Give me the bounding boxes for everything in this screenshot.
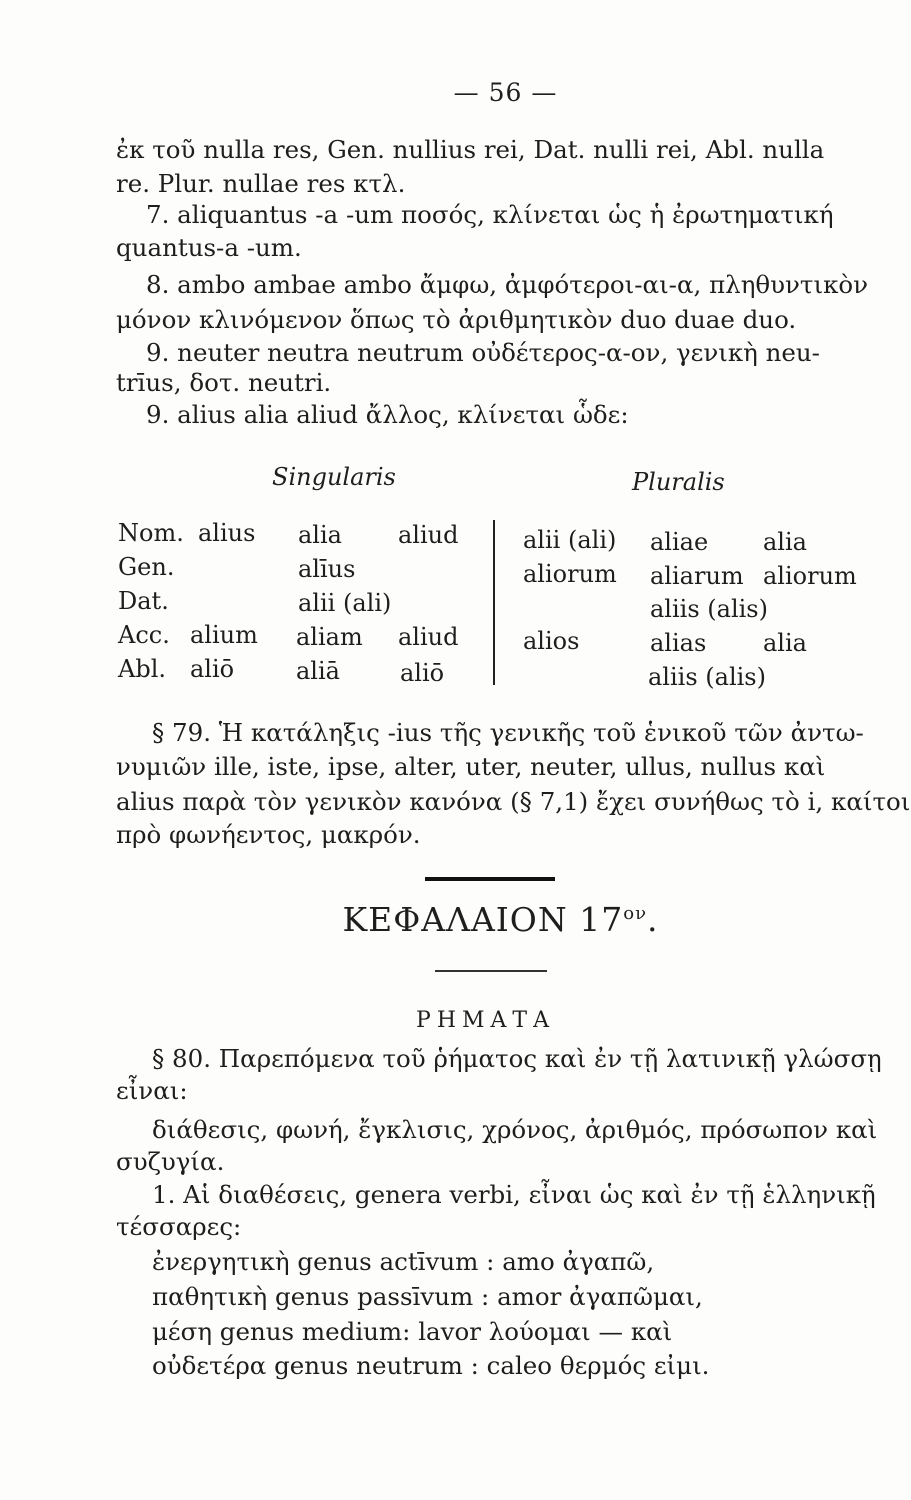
paragraph-line: 9. alius alia aliud ἄλλος, κλίνεται ὧδε: — [146, 400, 629, 429]
paragraph-line: § 79. Ἡ κατάληξις -ius τῆς γενικῆς τοῦ ἑνικοῦ τῶν ἀντω- — [152, 718, 864, 747]
paragraph-line: νυμιῶν ille, iste, ipse, alter, uter, neuter, ullus, nullus καὶ — [116, 752, 826, 781]
paragraph-line: alius παρὰ τὸν γενικὸν κανόνα (§ 7,1) ἔχει συνήθως τὸ i, καίτοι — [116, 787, 911, 816]
paragraph-line: μόνον κλινόμενον ὅπως τὸ ἀριθμητικὸν duo duae duo. — [116, 305, 797, 334]
paragraph-line: trīus, δοτ. neutri. — [116, 368, 332, 397]
table-cell: alius — [198, 519, 256, 547]
paragraph-line: 9. neuter neutra neutrum οὐδέτερος-α-ον, γενικὴ neu- — [146, 338, 820, 367]
table-cell: alia — [763, 528, 807, 556]
paragraph-line: συζυγία. — [116, 1147, 225, 1176]
table-cell: alia — [763, 629, 807, 657]
case-label: Nom. — [118, 519, 184, 547]
table-cell: aliā — [296, 657, 340, 685]
paragraph-line: 7. aliquantus -a -um ποσός, κλίνεται ὡς ἡ ἐρωτηματική — [146, 200, 834, 229]
table-cell: aliae — [650, 528, 709, 556]
table-cell: alii (ali) — [523, 526, 617, 554]
table-cell: aliarum — [650, 562, 744, 590]
table-cell: aliorum — [763, 562, 857, 590]
table-cell: aliis (alis) — [650, 595, 768, 623]
paragraph-line: παθητικὴ genus passīvum : amor ἀγαπῶμαι, — [152, 1282, 703, 1311]
plural-header: Pluralis — [632, 468, 725, 496]
table-cell: aliis (alis) — [648, 663, 766, 691]
chapter-heading — [0, 900, 911, 939]
paragraph-line: re. Plur. nullae res κτλ. — [116, 169, 406, 198]
paragraph-line: πρὸ φωνήεντος, μακρόν. — [116, 820, 421, 849]
chapter-dot: . — [647, 900, 659, 939]
table-cell: aliō — [400, 659, 445, 687]
page-number: — 56 — — [453, 78, 558, 107]
case-label: Acc. — [118, 621, 170, 649]
paragraph-line: 1. Αἱ διαθέσεις, genera verbi, εἶναι ὡς καὶ ἐν τῇ ἑλληνικῇ — [152, 1180, 876, 1209]
table-divider — [493, 520, 495, 685]
paragraph-line: § 80. Παρεπόμενα τοῦ ῥήματος καὶ ἐν τῇ λατινικῇ γλώσσῃ — [152, 1044, 882, 1073]
table-cell: alia — [298, 521, 342, 549]
table-cell: alīus — [298, 555, 356, 583]
chapter-underline — [435, 970, 547, 972]
table-cell: aliud — [398, 521, 459, 549]
table-cell: aliud — [398, 623, 459, 651]
table-cell: aliō — [190, 655, 235, 683]
chapter-title: ΚΕΦΑΛΑΙΟΝ 17 — [342, 900, 624, 939]
chapter-ordinal-suffix: ον — [623, 903, 648, 924]
section-divider — [425, 877, 555, 881]
paragraph-line: οὐδετέρα genus neutrum : caleo θερμός εἰμι. — [152, 1351, 710, 1380]
table-cell: alios — [523, 627, 580, 655]
case-label: Dat. — [118, 587, 169, 615]
paragraph-line: ἐκ τοῦ nulla res, Gen. nullius rei, Dat. nulli rei, Abl. nulla — [116, 135, 825, 164]
table-cell: aliam — [296, 623, 363, 651]
paragraph-line: εἶναι: — [116, 1076, 188, 1105]
paragraph-line: quantus-a -um. — [116, 233, 302, 262]
case-label: Abl. — [118, 655, 166, 683]
paragraph-line: ἐνεργητικὴ genus actīvum : amo ἀγαπῶ, — [152, 1247, 655, 1276]
paragraph-line: 8. ambo ambae ambo ἄμφω, ἀμφότεροι-αι-α, πληθυντικὸν — [146, 270, 869, 299]
case-label: Gen. — [118, 553, 175, 581]
paragraph-line: τέσσαρες: — [116, 1212, 242, 1241]
table-cell: alium — [190, 621, 258, 649]
singular-header: Singularis — [272, 463, 396, 491]
table-cell: aliorum — [523, 560, 617, 588]
paragraph-line: μέση genus medium: lavor λούομαι — καὶ — [152, 1317, 673, 1346]
chapter-subtitle: ΡΗΜΑΤΑ — [416, 1008, 555, 1033]
table-cell: alias — [650, 629, 707, 657]
table-cell: alii (ali) — [298, 589, 392, 617]
paragraph-line: διάθεσις, φωνή, ἔγκλισις, χρόνος, ἀριθμός, πρόσωπον καὶ — [152, 1115, 878, 1144]
